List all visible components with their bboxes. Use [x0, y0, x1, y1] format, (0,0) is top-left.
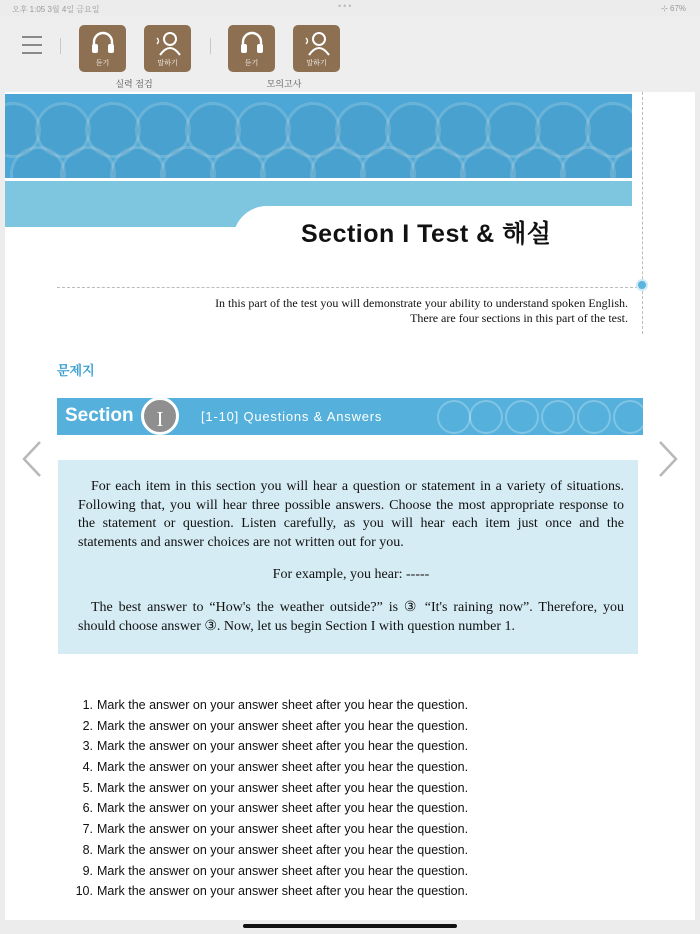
- instructions-paragraph: For each item in this section you will hear a question or statement in a variety of situations. Following that, you will hear three possible answers. Choose the most appropriate response to the statement or question. Listen carefully, as you will hear each item just once and the statements and answer choices are not written out for you.: [78, 479, 624, 550]
- speak-label: 말하기: [157, 60, 178, 67]
- speaker-person-icon: [154, 29, 182, 57]
- listen-label: 듣기: [244, 60, 259, 67]
- section-heading: 문제지: [57, 363, 95, 378]
- mock-test-label: 모의고사: [266, 79, 302, 89]
- speak-label: 말하기: [306, 60, 327, 67]
- section-word: Section: [65, 405, 134, 426]
- home-indicator[interactable]: [243, 924, 457, 928]
- intro-text: [165, 296, 628, 326]
- multitask-dots[interactable]: •••: [338, 1, 354, 11]
- question-list: [65, 698, 468, 905]
- list-item: 6. Mark the answer on your answer sheet after you hear the question.: [82, 801, 469, 816]
- headphones-icon: [89, 29, 117, 57]
- page-title: Section I Test & 해설: [301, 220, 552, 248]
- chevron-left-icon[interactable]: [20, 440, 44, 478]
- mock-test-listen-button[interactable]: [228, 25, 275, 72]
- list-item: 10. Mark the answer on your answer sheet after you hear the question.: [75, 884, 469, 899]
- hamburger-icon[interactable]: [22, 36, 42, 54]
- list-item: 7. Mark the answer on your answer sheet after you hear the question.: [82, 822, 469, 837]
- document-page: [5, 92, 695, 920]
- section-bar: [57, 398, 643, 435]
- mock-test-speak-button[interactable]: [293, 25, 340, 72]
- divider: [60, 38, 61, 54]
- list-item: 5. Mark the answer on your answer sheet after you hear the question.: [82, 780, 469, 795]
- status-time: 오후 1:05 3월 4일 금요일: [12, 5, 100, 14]
- answer-paragraph: The best answer to “How's the weather outside?” is ③ “It's raining now”. Therefore, you should choose answer ③. Now, let us begin Section I with question number 1.: [78, 600, 624, 634]
- dashed-line: [642, 92, 643, 334]
- status-bar: [0, 0, 700, 16]
- list-item: 8. Mark the answer on your answer sheet after you hear the question.: [82, 842, 469, 857]
- list-item: 4. Mark the answer on your answer sheet after you hear the question.: [82, 760, 469, 775]
- top-toolbar: [0, 16, 700, 92]
- section-subtitle: [1-10] Questions & Answers: [201, 409, 383, 424]
- marker-dot: [636, 279, 648, 291]
- section-numeral: I: [141, 398, 179, 435]
- list-item: 3. Mark the answer on your answer sheet after you hear the question.: [82, 739, 469, 754]
- instructions-box: [58, 460, 638, 654]
- example-text: For example, you hear: -----: [272, 567, 430, 582]
- intro-line2: There are four sections in this part of the test.: [410, 311, 628, 325]
- list-item: 2. Mark the answer on your answer sheet after you hear the question.: [82, 718, 469, 733]
- skill-check-listen-button[interactable]: [79, 25, 126, 72]
- chevron-right-icon[interactable]: [656, 440, 680, 478]
- skill-check-speak-button[interactable]: [144, 25, 191, 72]
- list-item: 1. Mark the answer on your answer sheet after you hear the question.: [82, 698, 469, 712]
- list-item: 9. Mark the answer on your answer sheet after you hear the question.: [82, 863, 469, 878]
- divider: [210, 38, 211, 54]
- speaker-person-icon: [303, 29, 331, 57]
- intro-line1: In this part of the test you will demonstrate your ability to understand spoken English.: [215, 296, 628, 310]
- battery-indicator: ⊹ 67%: [661, 4, 686, 13]
- listen-label: 듣기: [95, 60, 110, 67]
- header-banner: [5, 94, 632, 178]
- dashed-line: [57, 287, 643, 288]
- skill-check-label: 실력 점검: [115, 79, 153, 89]
- headphones-icon: [238, 29, 266, 57]
